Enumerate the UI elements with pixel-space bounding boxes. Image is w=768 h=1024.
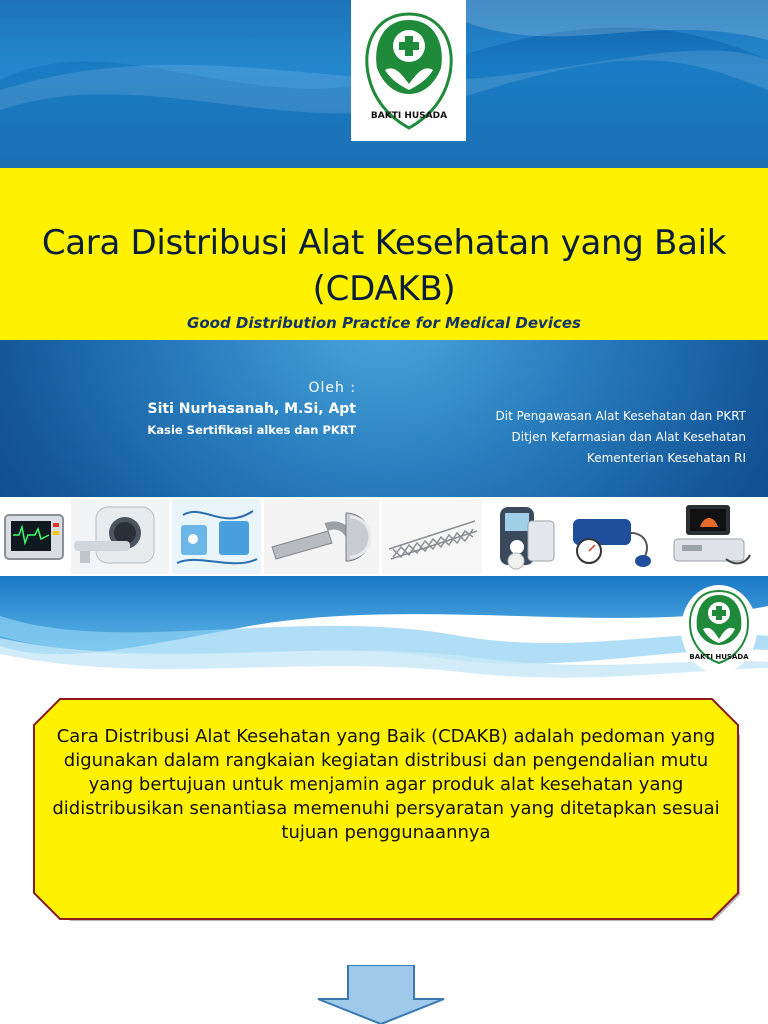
presenter-by-label: Oleh :	[308, 380, 356, 396]
title-line-1: Cara Distribusi Alat Kesehatan yang Baik	[41, 223, 727, 263]
blood-pressure-cuff-image	[566, 499, 662, 574]
arrow-down-icon	[316, 965, 446, 1024]
bakti-husada-logo-small	[679, 583, 759, 679]
device-image-strip	[0, 497, 768, 576]
title-line-2: (CDAKB)	[312, 269, 456, 309]
svg-text:BAKTI HUSADA: BAKTI HUSADA	[689, 653, 749, 661]
ultrasound-machine-image	[665, 499, 753, 574]
bakti-husada-emblem-icon	[355, 6, 463, 136]
patient-monitor-image	[0, 499, 68, 574]
bakti-husada-emblem-icon	[679, 583, 759, 675]
presenter-name: Siti Nurhasanah, M.Si, Apt	[147, 401, 356, 417]
stent-image	[382, 499, 482, 574]
organization-block	[496, 406, 747, 469]
organization-line-1: Dit Pengawasan Alat Kesehatan dan PKRT	[495, 409, 746, 423]
wave-header-2	[0, 576, 768, 696]
organization-line-2: Ditjen Kefarmasian dan Alat Kesehatan	[511, 430, 746, 444]
mri-scanner-image	[71, 499, 169, 574]
definition-box	[32, 697, 740, 921]
hip-implant-image	[264, 499, 379, 574]
svg-text:BAKTI HUSADA: BAKTI HUSADA	[370, 110, 447, 121]
definition-text: Cara Distribusi Alat Kesehatan yang Baik (CDAKB) adalah pedoman yang digunakan dalam rangkaian kegiatan distribusi dan pengendalian mutu yang bertujuan untuk menjamin agar produk alat kesehatan yang didistribusikan senantiasa memenuhi persyaratan yang ditetapkan sesuai tujuan penggunaannya	[52, 726, 720, 843]
subtitle-english: Good Distribution Practice for Medical Devices	[187, 314, 581, 332]
title-band	[0, 168, 768, 340]
presenter-block	[147, 380, 356, 437]
presenter-position: Kasie Sertifikasi alkes dan PKRT	[147, 423, 356, 437]
medical-tubing-set-image	[172, 499, 261, 574]
organization-line-3: Kementerian Kesehatan RI	[586, 451, 746, 465]
blood-glucose-meter-image	[485, 499, 563, 574]
bakti-husada-logo	[351, 0, 466, 141]
